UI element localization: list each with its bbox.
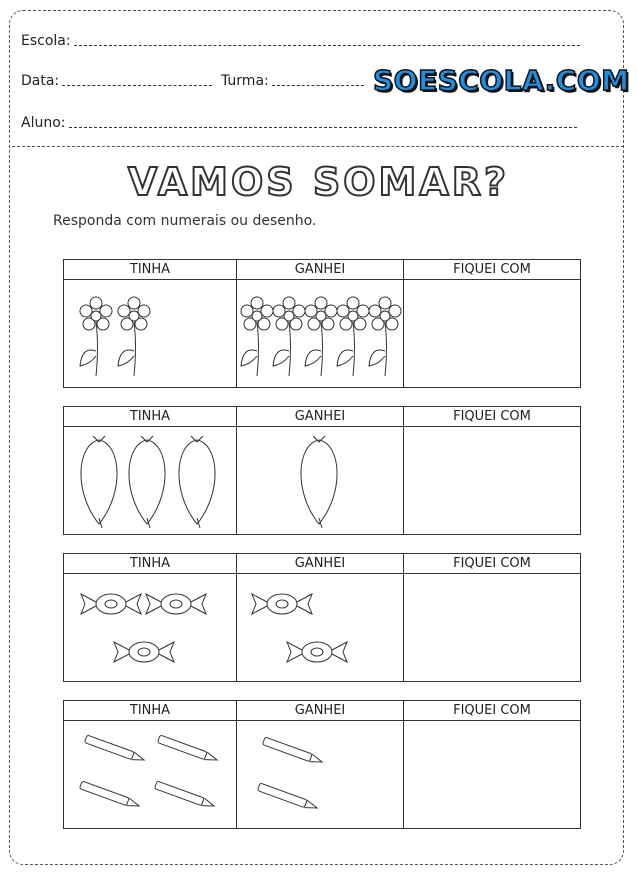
tinha-cell xyxy=(64,427,237,534)
data-label: Data: xyxy=(21,73,60,89)
ganhei-cell xyxy=(237,721,404,828)
data-field[interactable] xyxy=(21,73,212,89)
tinha-cell xyxy=(64,574,237,681)
answer-cell[interactable] xyxy=(404,280,580,387)
escola-line[interactable] xyxy=(74,44,580,46)
aluno-line[interactable] xyxy=(69,126,577,128)
site-logo: SOESCOLA.COM xyxy=(373,64,630,97)
tinha-cell xyxy=(64,721,237,828)
escola-label: Escola: xyxy=(21,33,71,49)
table-row xyxy=(64,721,580,828)
column-fiquei-com: FIQUEI COM xyxy=(453,409,531,424)
answer-cell[interactable] xyxy=(404,721,580,828)
ganhei-cell xyxy=(237,280,404,387)
column-ganhei: GANHEI xyxy=(237,407,404,426)
pencil-icon xyxy=(64,721,237,828)
column-ganhei: GANHEI xyxy=(237,554,404,573)
flower-icon xyxy=(237,280,404,387)
exercise-table xyxy=(63,700,581,829)
flower-icon xyxy=(64,280,237,387)
exercise-table xyxy=(63,553,581,682)
table-header-row xyxy=(64,554,580,574)
header-divider xyxy=(12,146,624,147)
page-title: VAMOS SOMAR? xyxy=(127,160,510,204)
column-fiquei-com: FIQUEI COM xyxy=(453,703,531,718)
column-ganhei: GANHEI xyxy=(237,260,404,279)
candy-icon xyxy=(64,574,237,681)
column-tinha: TINHA xyxy=(64,407,237,426)
table-row xyxy=(64,427,580,534)
fruit-icon xyxy=(237,427,404,534)
column-tinha: TINHA xyxy=(64,260,237,279)
answer-cell[interactable] xyxy=(404,574,580,681)
ganhei-cell xyxy=(237,574,404,681)
candy-icon xyxy=(237,574,404,681)
table-header-row xyxy=(64,407,580,427)
tinha-cell xyxy=(64,280,237,387)
table-row xyxy=(64,574,580,681)
table-header-row xyxy=(64,260,580,280)
escola-field[interactable] xyxy=(21,33,580,49)
fruit-icon xyxy=(64,427,237,534)
column-fiquei-com: FIQUEI COM xyxy=(453,556,531,571)
column-tinha: TINHA xyxy=(64,701,237,720)
data-line[interactable] xyxy=(62,84,212,86)
answer-cell[interactable] xyxy=(404,427,580,534)
instruction-text: Responda com numerais ou desenho. xyxy=(53,213,317,229)
column-ganhei: GANHEI xyxy=(237,701,404,720)
table-header-row xyxy=(64,701,580,721)
aluno-field[interactable] xyxy=(21,115,577,131)
aluno-label: Aluno: xyxy=(21,115,66,131)
column-fiquei-com: FIQUEI COM xyxy=(453,262,531,277)
turma-field[interactable] xyxy=(221,73,364,89)
turma-line[interactable] xyxy=(272,84,364,86)
pencil-icon xyxy=(237,721,404,828)
ganhei-cell xyxy=(237,427,404,534)
turma-label: Turma: xyxy=(221,73,269,89)
table-row xyxy=(64,280,580,387)
exercise-table xyxy=(63,406,581,535)
exercise-table xyxy=(63,259,581,388)
column-tinha: TINHA xyxy=(64,554,237,573)
